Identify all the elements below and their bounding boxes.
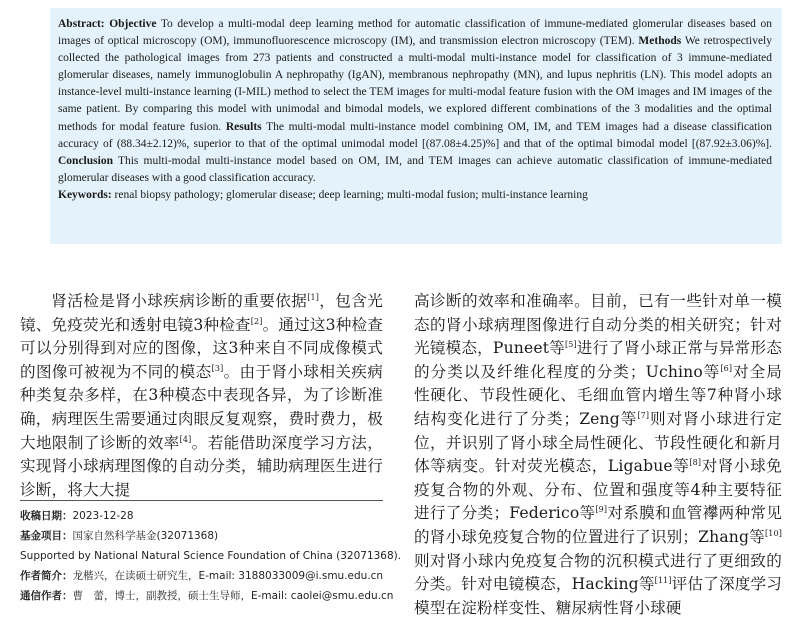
citation-ref[interactable]: [2] [250,316,263,326]
conclusion-label: Conclusion [58,154,113,167]
right-column [414,290,782,620]
methods-label: Methods [638,35,682,48]
author-info [20,568,390,584]
results-text: The multi-modal multi-instance model combining OM, IM, and TEM images had a disease classification accuracy of (88.34±2.12)%, superior to that of the optimal unimodal model [(87.08±4.25)%] and that of the optimal bimodal model [(87.92±3.06)%]. [58,120,772,150]
citation-ref[interactable]: [1] [307,293,319,302]
citation-ref[interactable]: [8] [689,458,702,468]
body-paragraph [414,290,782,620]
fund-project [20,528,390,544]
abstract-paragraph [58,16,772,187]
citation-ref[interactable]: [3] [211,363,224,373]
intro-paragraph [20,290,383,502]
body-text-8: 评估了深度学习模型在淀粉样变性、糖尿病性肾小球硬 [414,575,782,617]
objective-label: Objective [109,18,157,30]
left-column [20,290,383,502]
conclusion-text: This multi-modal multi-instance model based on OM, IM, and TEM images can achieve automatic classification of immune-mediated glomerular diseases with a good classification accuracy. [58,154,772,184]
methods-text: We retrospectively collected the pathological images from 273 patients and constructed a multi-modal multi-instance model for classification of 3 immune-mediated glomerular diseases, namely immunoglobulin A nephropathy (IgAN), membranous nephropathy (MN), and lupus nephritis (LN). This model adopts an instance-level multi-instance learning (I-MIL) method to select the TEM images for multi-modal feature fusion with the OM images and IM images of the same patient. By comparing this model with unimodal and bimodal models, we explored different combinations of the 3 modalities and the optimal methods for modal feature fusion. [58,35,772,133]
intro-text-2: ，包含光镜、免疫荧光和透射电镜3种检查 [20,292,383,334]
received-label: 收稿日期： [20,510,73,522]
received-value: 2023-12-28 [72,510,134,522]
body-text-3: 对全局性硬化、节段性硬化、毛细血管内增生等7种肾小球结构变化进行了分类；Zeng等 [414,362,782,428]
footnote-divider [20,500,383,501]
body-text-1: 高诊断的效率和准确率。目前，已有一些针对单一模态的肾小球病理图像进行自动分类的相关研究；针对光镜模态，Puneet等 [414,292,782,358]
keywords-text: renal biopsy pathology; glomerular disease; deep learning; multi-modal fusion; multi-instance learning [114,188,588,201]
citation-ref[interactable]: [5] [564,340,577,350]
fund-label: 基金项目： [20,530,73,542]
fund-value: 国家自然科学基金(32071368) [72,530,219,542]
corr-label: 通信作者： [20,590,73,602]
corresponding-author [20,588,394,604]
abstract-box [50,8,782,244]
citation-ref[interactable]: [7] [637,410,650,420]
citation-ref[interactable]: [9] [595,505,608,515]
body-text-7: 则对肾小球内免疫复合物的沉积模式进行了更细致的分类。针对电镜模态，Hacking等 [414,551,782,594]
author-value: 龙楷兴，在读硕士研究生，E-mail: 3188033009@i.smu.edu.cn [72,570,384,582]
body-text-5: 对肾小球免疫复合物的外观、分布、位置和强度等4种主要特征进行了分类；Federico等 [414,457,782,523]
body-text-4: 则对肾小球进行定位，并识别了肾小球全局性硬化、节段性硬化和新月体等病变。针对荧光模态，Ligabue等 [414,409,783,476]
supported-by: Supported by National Natural Science Foundation of China (32071368). [20,550,402,562]
author-label: 作者简介： [20,570,73,582]
body-text-2: 进行了肾小球正常与异常形态的分类以及纤维化程度的分类；Uchino等 [414,339,782,381]
intro-text-1: 肾活检是肾小球疾病诊断的重要依据 [51,292,308,310]
objective-text: To develop a multi-modal deep learning method for automatic classification of immune-mediated glomerular diseases based on images of optical microscopy (OM), immunofluorescence microscopy (IM), and transmission electron microscopy (TEM). [58,18,772,48]
intro-text-4: 。由于肾小球相关疾病种类复杂多样，在3种模态中表现各异，为了诊断准确，病理医生需要通过肉眼反复观察，费时费力，极大地限制了诊断的效率 [20,362,383,452]
body-text-6: 对系膜和血管襻两种常见的肾小球免疫复合物的位置进行了识别；Zhang等 [414,504,782,546]
keywords-label: Keywords: [58,188,112,201]
received-date [20,508,390,524]
citation-ref[interactable]: [6] [720,363,733,373]
intro-text-5: 。若能借助深度学习方法，实现肾小球病理图像的自动分类，辅助病理医生进行诊断，将大大提 [20,433,383,499]
citation-ref[interactable]: [11] [654,576,672,586]
results-label: Results [225,120,262,133]
corr-value: 曹 蕾，博士，副教授，硕士生导师，E-mail: caolei@smu.edu.cn [72,590,394,602]
keywords-line [58,187,772,204]
intro-text-3: 。通过这3种检查可以分别得到对应的图像，这3种来自不同成像模式的图像可被视为不同的模态 [20,315,384,381]
citation-ref[interactable]: [10] [764,528,782,538]
citation-ref[interactable]: [4] [179,434,192,444]
abstract-label: Abstract: [58,18,105,30]
